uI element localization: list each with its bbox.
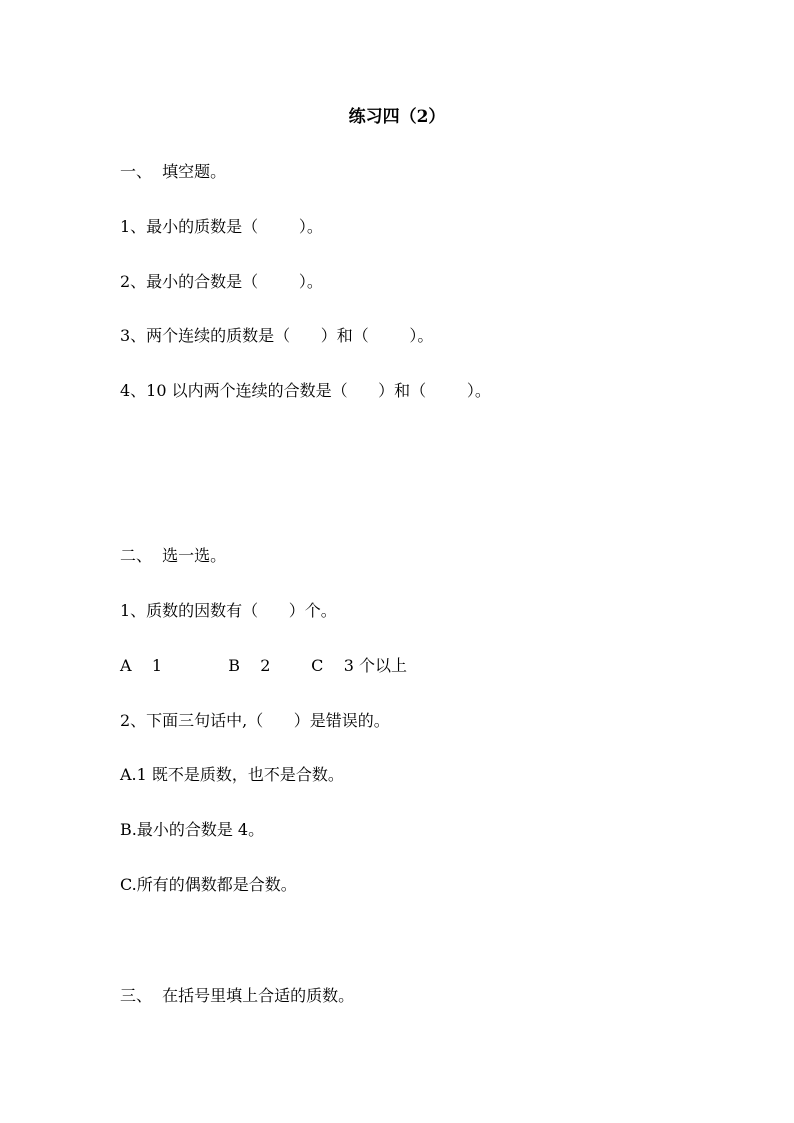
question-item: 2、最小的合数是（ ）。	[120, 272, 323, 291]
question-item: 2、下面三句话中,（ ）是错误的。	[120, 711, 390, 730]
answer-option: A.1 既不是质数，也不是合数。	[120, 765, 344, 784]
answer-option: B.最小的合数是 4。	[120, 820, 265, 839]
question-item: 1、最小的质数是（ ）。	[120, 217, 323, 236]
question-item: 4、10 以内两个连续的合数是（ ）和（ ）。	[120, 381, 491, 400]
answer-option: C.所有的偶数都是合数。	[120, 875, 297, 894]
question-item: 1、质数的因数有（ ）个。	[120, 601, 337, 620]
answer-options: A 1 B 2 C 3 个以上	[120, 656, 408, 675]
section-heading: 三、 在括号里填上合适的质数。	[120, 986, 355, 1005]
worksheet-title: 练习四（2）	[348, 107, 446, 127]
section-heading: 一、 填空题。	[120, 162, 227, 181]
question-item: 3、两个连续的质数是（ ）和（ ）。	[120, 326, 434, 345]
section-heading: 二、 选一选。	[120, 546, 227, 565]
